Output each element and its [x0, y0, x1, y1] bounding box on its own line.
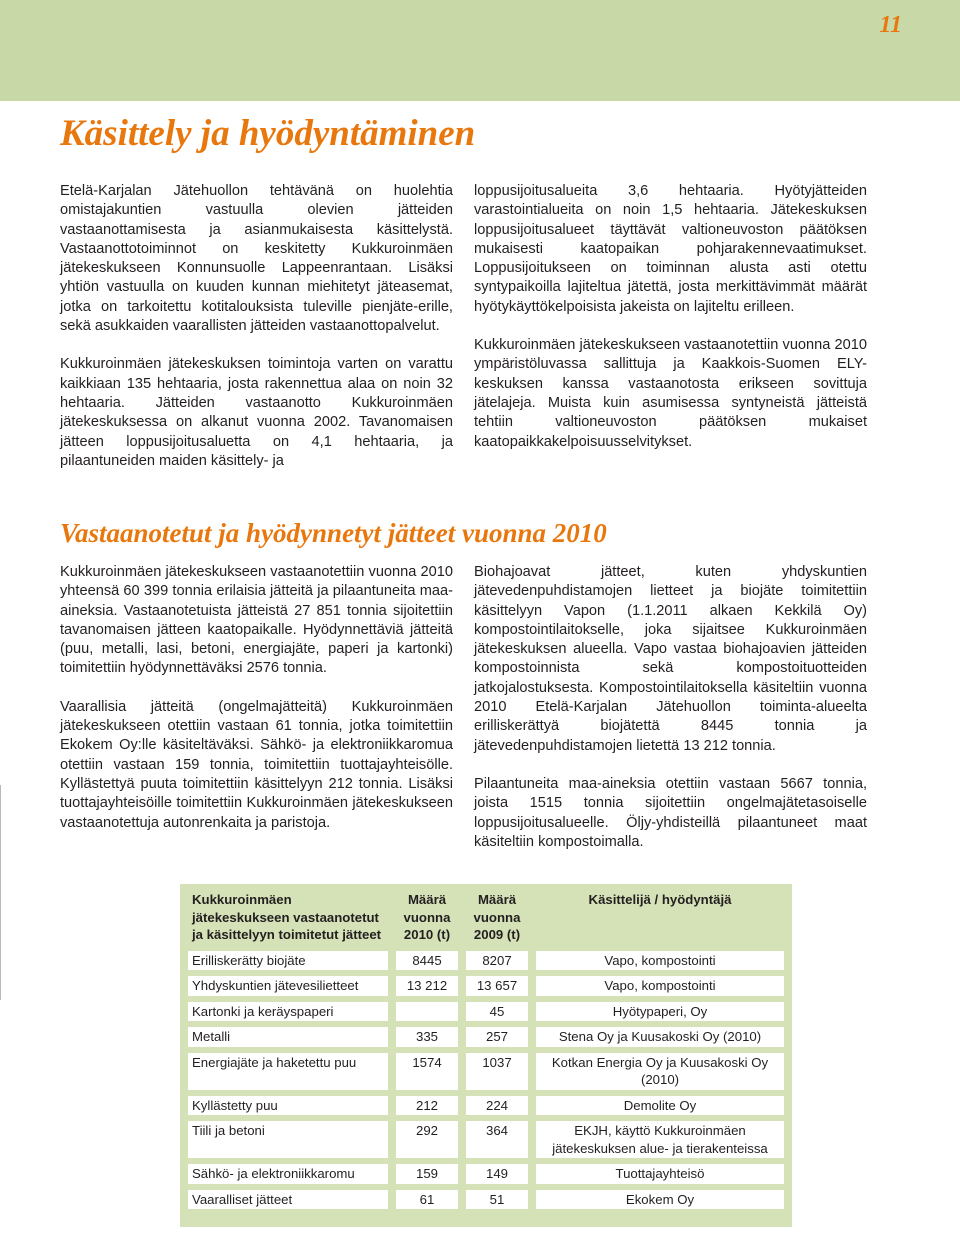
cell-2009: 149: [466, 1164, 528, 1184]
cell-handler: Vapo, kompostointi: [536, 976, 784, 996]
paragraph: Vaarallisia jätteitä (ongelmajätteitä) Kukkuroinmäen jätekeskukseen otettiin vastaan 61 tonnia, jotka toimitettiin Ekokem Oy:lle käsiteltäväksi. Sähkö- ja elektroniikkaromua otettiin vastaan 159 tonnia, toimitettiin tuottajayhteisölle. Kyllästettyä puuta toimitettiin käsittelyyn 212 tonnia. Lisäksi tuottajayhteisöille toimitettiin Kukkuroinmäen jätekeskukseen vastaanotettuja autonrenkaita ja paristoja.: [60, 698, 453, 831]
section1-left-column: [60, 182, 453, 490]
cell-2009: 8207: [466, 951, 528, 971]
paragraph: Biohajoavat jätteet, kuten yhdyskuntien jätevedenpuhdistamojen lietteet ja biojäte toimitettiin käsittelyyn Vapon (1.1.2011 alkaen Kekkilä Oy) kompostointilaitokselle, joka sijaitsee Kukkuroinmäen jätekeskuksen alueella. Vapo vastaa biohajoavien jätteiden kompostoinnista sekä kompostoituotteiden jatkojalostuksesta. Kompostointilaitoksella käsiteltiin vuonna 2010 Etelä-Karjalan Jätehuollon toiminta-alueelta erilliskerättyä biojätettä 8445 tonnia ja jätevedenpuhdistamojen lietettä 13 212 tonnia.: [474, 564, 867, 754]
paragraph: Kukkuroinmäen jätekeskuksen toimintoja varten on varattu kaikkiaan 135 hehtaaria, josta rakennettua alaa on noin 32 hehtaaria. Jätteiden vastaanotto Kukkuroinmäen jätekeskuksessa on alkanut vuonna 2002. Tavanomaisen jätteen loppusijoitusaluetta on 4,1 hehtaaria, ja pilaantuneiden maiden käsittely- ja: [60, 356, 453, 469]
cell-2010: 159: [396, 1164, 458, 1184]
cell-handler: Vapo, kompostointi: [536, 951, 784, 971]
header-category: Kukkuroinmäen jätekeskukseen vastaanotetut ja käsittelyyn toimitetut jätteet: [192, 892, 382, 942]
table-row: [188, 1053, 784, 1090]
section-title-received-waste: Vastaanotetut ja hyödynnetyt jätteet vuonna 2010: [60, 518, 607, 548]
section2-right-column: [474, 563, 867, 871]
paragraph: Kukkuroinmäen jätekeskukseen vastaanotettiin vuonna 2010 ympäristöluvassa sallittuja ja Kaakkois-Suomen ELY-keskuksen kanssa vastaanotosta erikseen sovittuja jätelajeja. Muista kuin asumisessa syntyneistä jätteistä tehtiin valtioneuvoston päätöksen mukaiset kaatopaikkakelpoisuusselvitykset.: [474, 337, 867, 450]
cell-handler: Ekokem Oy: [536, 1190, 784, 1210]
cell-category: Metalli: [188, 1027, 388, 1047]
table-row: [188, 1096, 784, 1116]
cell-category: Sähkö- ja elektroniikkaromu: [188, 1164, 388, 1184]
section2-left-column: [60, 563, 453, 852]
table-row: [188, 1027, 784, 1047]
cell-2010: 1574: [396, 1053, 458, 1090]
table-row: [188, 1002, 784, 1022]
cell-category: Energiajäte ja haketettu puu: [188, 1053, 388, 1090]
header-amount-2009: Määrä vuonna 2009 (t): [473, 892, 521, 942]
cell-2009: 51: [466, 1190, 528, 1210]
cell-2010: 61: [396, 1190, 458, 1210]
section-title-processing: Käsittely ja hyödyntäminen: [60, 113, 476, 154]
cell-2009: 45: [466, 1002, 528, 1022]
section1-right-column: [474, 182, 867, 471]
cell-2010: [396, 1002, 458, 1022]
header-band: [0, 0, 960, 101]
cell-handler: EKJH, käyttö Kukkuroinmäen jätekeskuksen alue- ja tierakenteissa: [536, 1121, 784, 1158]
cell-category: Kartonki ja keräyspaperi: [188, 1002, 388, 1022]
cell-category: Vaaralliset jätteet: [188, 1190, 388, 1210]
cell-2009: 224: [466, 1096, 528, 1116]
header-handler: Käsittelijä / hyödyntäjä: [588, 892, 732, 907]
cell-handler: Stena Oy ja Kuusakoski Oy (2010): [536, 1027, 784, 1047]
paragraph: loppusijoitusalueita 3,6 hehtaaria. Hyötyjätteiden varastointialueita on noin 1,5 hehtaaria. Jätekeskuksen loppusijoitusalueet täyttävät valtioneuvoston päätöksen mukaisesti kaatopaikan pohjarakennevaatimukset. Loppusijoitukseen on toiminnan alusta asti otettu syntypaikoilla lajiteltua jätettä, josta merkittävimmät määrät hyötykäyttökelpoisista jakeista on lajiteltu erilleen.: [474, 183, 867, 315]
table-row: [188, 976, 784, 996]
cell-category: Yhdyskuntien jätevesilietteet: [188, 976, 388, 996]
table-row: [188, 1121, 784, 1158]
waste-table-container: [180, 884, 792, 1227]
cell-category: Tiili ja betoni: [188, 1121, 388, 1158]
cell-2009: 364: [466, 1121, 528, 1158]
margin-rule: [0, 785, 1, 1000]
paragraph: Etelä-Karjalan Jätehuollon tehtävänä on huolehtia omistajakuntien vastuulla olevien jätteiden vastaanottamisesta ja asianmukaisesta käsittelystä. Vastaanottotoiminnot on keskitetty Kukkuroinmäen jätekeskukseen Konnunsuolle Lappeenrantaan. Lisäksi yhtiön vastuulla on kuuden kunnan miehitetyt jäteasemat, jotka on tarkoitettu kotitalouksista tuleville pienjäte-erille, sekä asukkaiden vaarallisten jätteiden vastaanottopalvelut.: [60, 183, 453, 335]
cell-2009: 257: [466, 1027, 528, 1047]
cell-handler: Kotkan Energia Oy ja Kuusakoski Oy (2010): [536, 1053, 784, 1090]
cell-2010: 8445: [396, 951, 458, 971]
cell-handler: Demolite Oy: [536, 1096, 784, 1116]
cell-2009: 13 657: [466, 976, 528, 996]
table-header-row: [188, 890, 784, 945]
cell-category: Kyllästetty puu: [188, 1096, 388, 1116]
paragraph: Pilaantuneita maa-aineksia otettiin vastaan 5667 tonnia, joista 1515 tonnia sijoitettiin ongelmajätetasoiselle loppusijoitusalueelle. Öljy-yhdisteillä pilaantuneet maat käsiteltiin kompostoimalla.: [474, 775, 867, 850]
paragraph: Kukkuroinmäen jätekeskukseen vastaanotettiin vuonna 2010 yhteensä 60 399 tonnia erilaisia jätteitä ja pilaantuneita maa-aineksia. Vastaanotetuista jätteistä 27 851 tonnia sijoitettiin tavanomaisen jätteen kaatopaikalle. Hyödynnettäviä jätteitä (puu, metalli, lasi, betoni, energiajäte, paperi ja kartonki) toimitettiin hyödynnettäväksi 2576 tonnia.: [60, 564, 453, 677]
waste-table: [180, 884, 792, 1215]
header-amount-2010: Määrä vuonna 2010 (t): [403, 892, 451, 942]
cell-2010: 292: [396, 1121, 458, 1158]
cell-2010: 13 212: [396, 976, 458, 996]
page-number: 11: [879, 12, 902, 38]
cell-handler: Tuottajayhteisö: [536, 1164, 784, 1184]
table-row: [188, 1190, 784, 1210]
cell-2009: 1037: [466, 1053, 528, 1090]
cell-category: Erilliskerätty biojäte: [188, 951, 388, 971]
cell-2010: 212: [396, 1096, 458, 1116]
cell-handler: Hyötypaperi, Oy: [536, 1002, 784, 1022]
table-row: [188, 951, 784, 971]
cell-2010: 335: [396, 1027, 458, 1047]
table-row: [188, 1164, 784, 1184]
